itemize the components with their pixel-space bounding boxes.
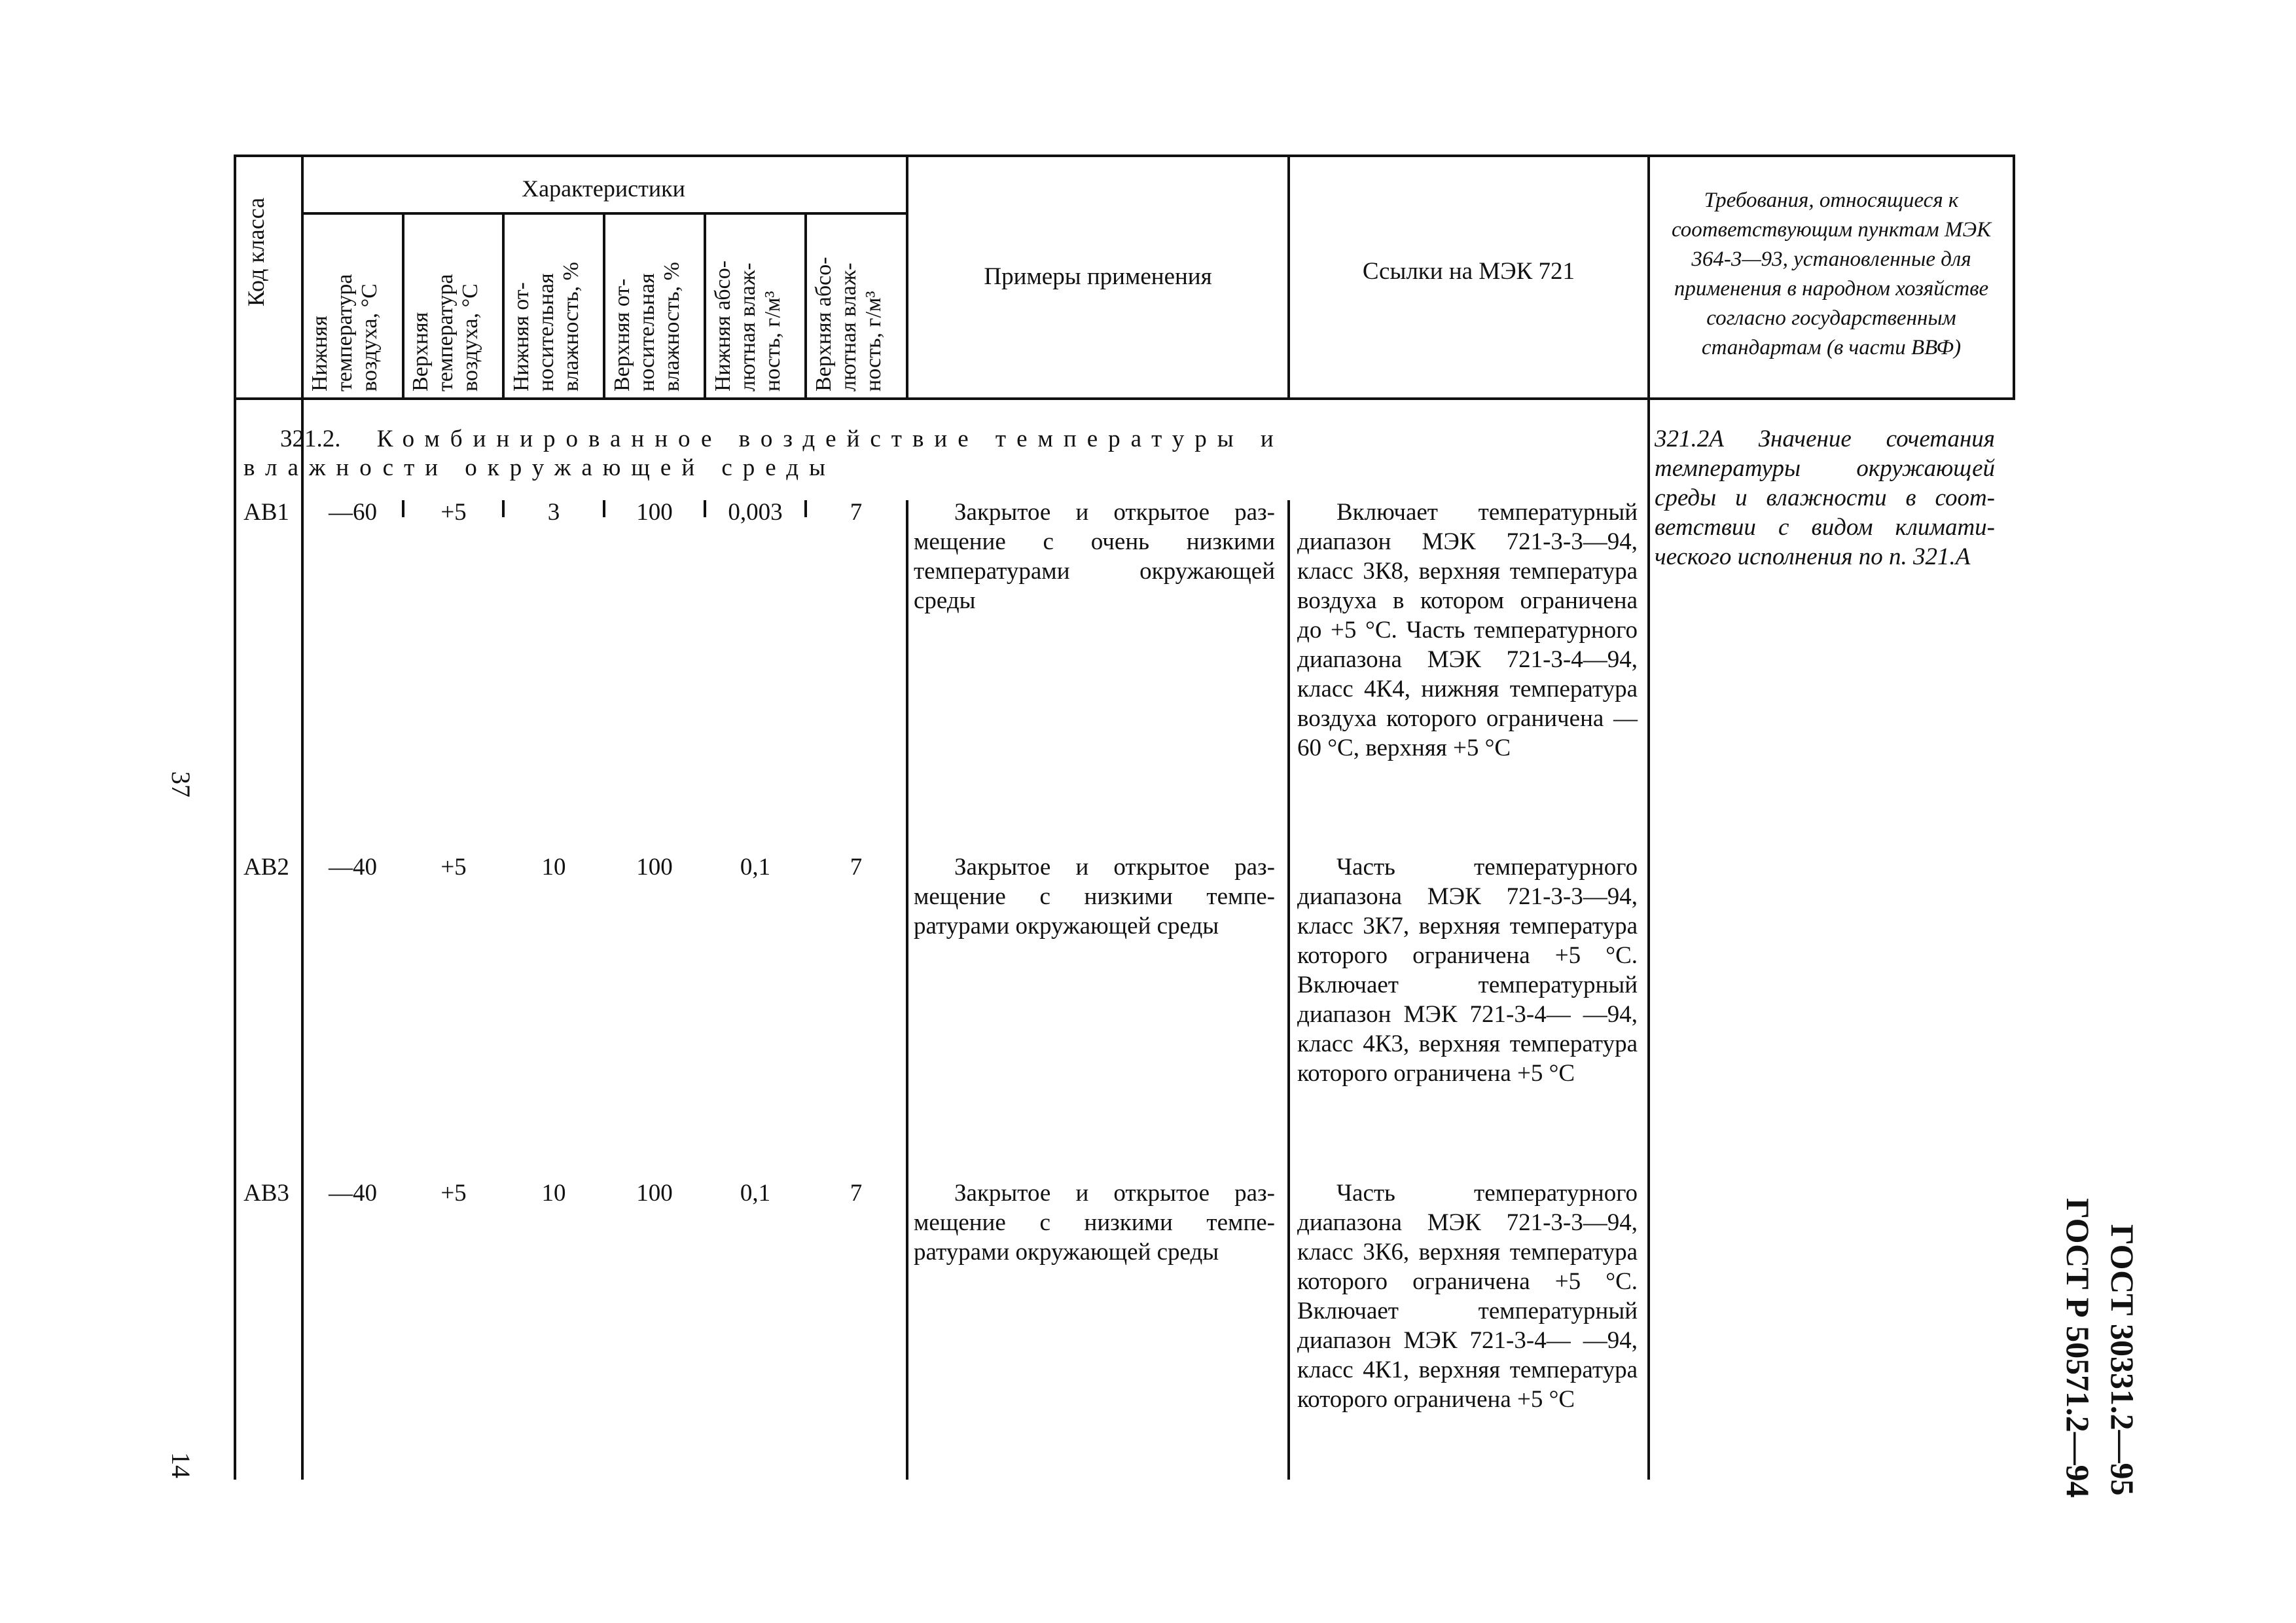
row-ab3-reference: Часть температурного диапазона МЭК 721-3-3—94, класс 3К6, верхняя температура которого ограничена +5 °С. Включает температурный диапазон МЭК 721-3-4— —94, класс 4К1, верхняя температура которого ограничена +5 °С <box>1297 1180 1638 1413</box>
row-ab3-low-rel: 10 <box>541 1180 566 1207</box>
header-requirements: Требования, относящиеся к соответствующим пунктам МЭК 364-3—93, установленные для применения в народном хозяйстве согласно государственным стандартам (в части ВВФ) <box>1671 189 1992 359</box>
row-ab2-low-abs: 0,1 <box>740 854 771 881</box>
row-ab2-low-rel: 10 <box>541 854 566 881</box>
rule-table-right <box>2013 155 2015 400</box>
rule-body-left <box>234 155 236 1480</box>
table-top-rule <box>234 155 2015 157</box>
row-ab3-high-temp: +5 <box>440 1180 467 1207</box>
rule-hightemp-right <box>502 212 505 400</box>
row-ab2-high-rel: 100 <box>636 854 673 881</box>
rule-body-examples <box>1287 500 1290 1480</box>
rule-lowabs-right <box>804 212 807 400</box>
standard-designation-1: ГОСТ 30331.2—95 <box>2104 1224 2141 1496</box>
page-number-top: 37 <box>166 771 196 797</box>
row-ab2-high-abs: 7 <box>850 854 863 881</box>
row-ab3-low-temp: —40 <box>329 1180 377 1207</box>
rule-body-code <box>301 500 304 1480</box>
row-ab3-low-abs: 0,1 <box>740 1180 771 1207</box>
row-ab2-reference: Часть температурного диапазона МЭК 721-3-3—94, класс 3К7, верхняя температура которого ограничена +5 °С. Включает температурный диапазон МЭК 721-3-4— —94, класс 4К3, верхняя температура которого ограничена +5 °С <box>1297 854 1638 1087</box>
rule-lowrel-right <box>603 212 605 400</box>
row-ab1-low-rel: 3 <box>547 499 560 526</box>
row-ab3-code: АВ3 <box>243 1180 289 1207</box>
section-title-line2: влажности окружающей среды <box>243 454 836 481</box>
row-ab3-high-abs: 7 <box>850 1180 863 1207</box>
row-ab1-reference: Включает температурный диапазон МЭК 721-3-3—94, класс 3К8, верхняя температура воздуха в котором ограничена до +5 °С. Часть температурного диапазона МЭК 721-3-4—94, класс 4К4, нижняя температура воздуха которого ограничена —60 °С, верхняя +5 °С <box>1297 499 1638 761</box>
rule-lowtemp-right <box>402 212 404 400</box>
row-ab1-example: Закрытое и открытое размещение с очень низкими температурами окружающей среды <box>914 499 1275 614</box>
row-ab1-code: АВ1 <box>243 499 289 526</box>
header-bottom-rule <box>234 397 2015 400</box>
row-ab1-high-rel: 100 <box>636 499 673 526</box>
rule-highrel-right <box>704 212 706 400</box>
row-ab2-high-temp: +5 <box>440 854 467 881</box>
row-ab2-low-temp: —40 <box>329 854 377 881</box>
section-title-line1 <box>280 424 1628 454</box>
row-ab1-low-abs: 0,003 <box>728 499 783 526</box>
section-requirement-note: 321.2А Значение сочетания температуры окружающей среды и влажности в соответствии с видом климатического исполнения по п. 321.А <box>1655 426 1995 570</box>
header-characteristics: Характеристики <box>522 175 685 202</box>
row-ab3-example: Закрытое и открытое размещение с низкими температурами окружающей среды <box>914 1180 1275 1266</box>
row-ab1-high-abs: 7 <box>850 499 863 526</box>
row-ab3-high-rel: 100 <box>636 1180 673 1207</box>
row-ab2-code: АВ2 <box>243 854 289 881</box>
row-ab1-high-temp: +5 <box>440 499 467 526</box>
header-examples: Примеры применения <box>984 263 1212 290</box>
section-number: 321.2. <box>280 426 341 452</box>
rule-body-highabs <box>906 500 908 1480</box>
row-ab2-example: Закрытое и открытое размещение с низкими температурами окружающей среды <box>914 854 1275 939</box>
rule-body-refs <box>1647 400 1650 1480</box>
row-ab1-low-temp: —60 <box>329 499 377 526</box>
header-iec-refs: Ссылки на МЭК 721 <box>1362 258 1575 285</box>
section-title-text: Комбинированное воздействие температуры и <box>376 426 1284 452</box>
standard-designation-2: ГОСТ Р 50571.2—94 <box>2060 1198 2096 1498</box>
page-number-bottom: 14 <box>166 1452 196 1478</box>
